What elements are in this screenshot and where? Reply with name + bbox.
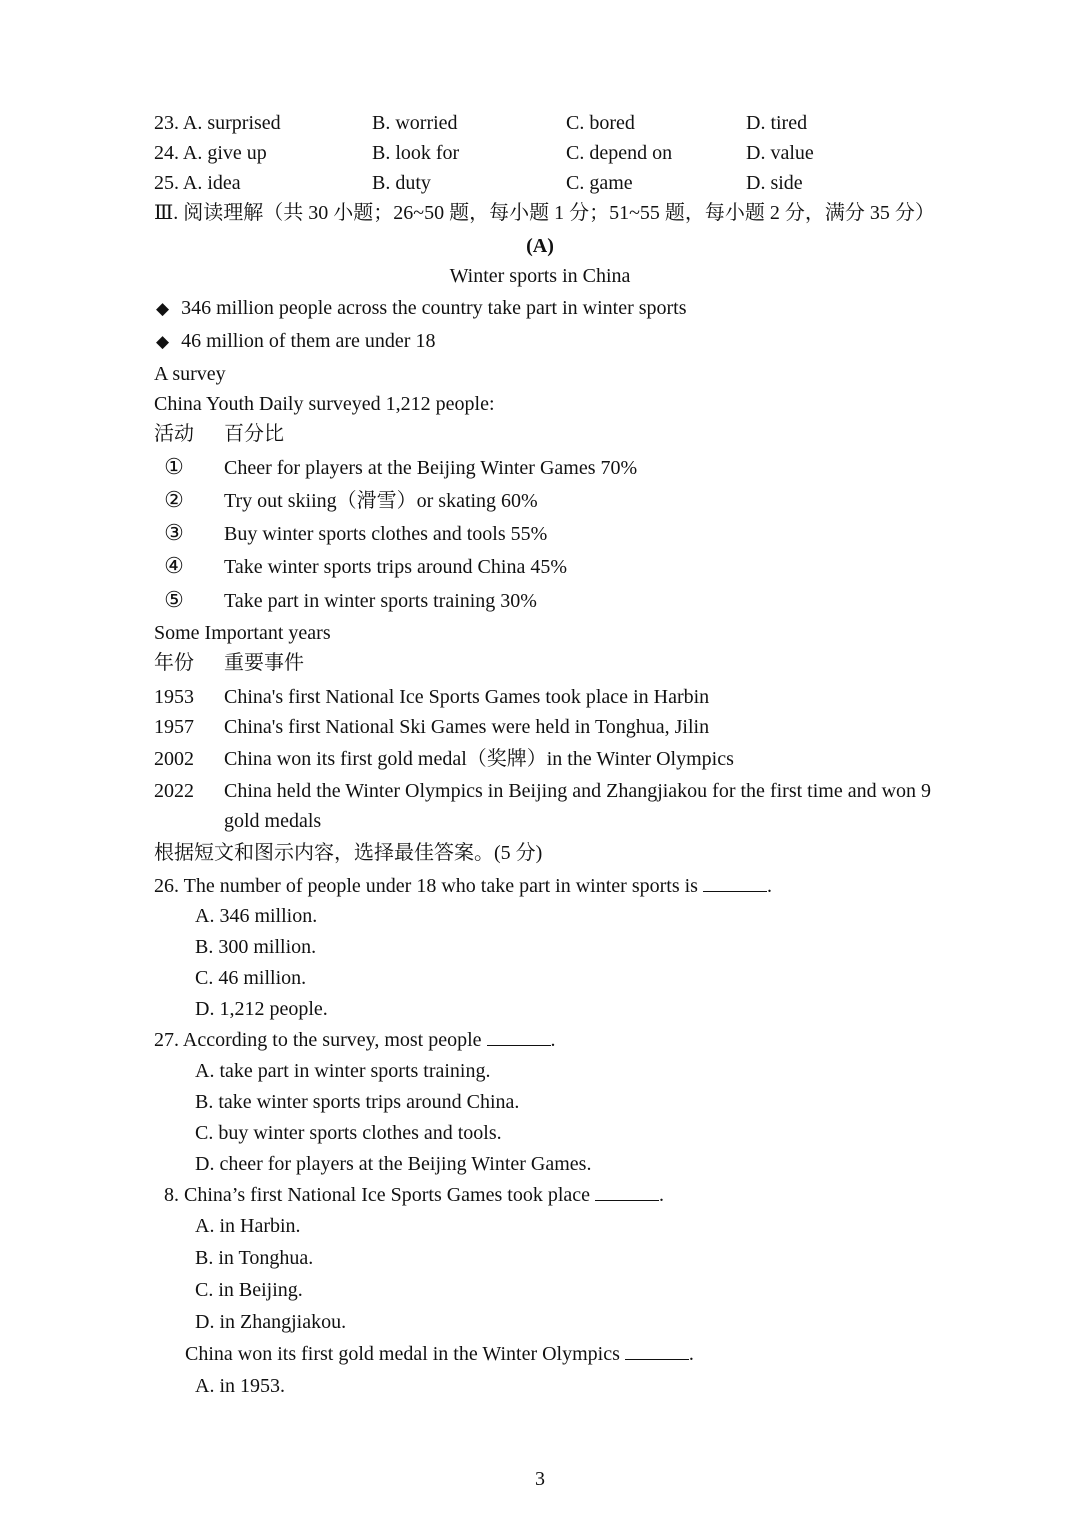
passage-title: Winter sports in China [449,265,631,287]
q25-d: D. side [746,172,803,194]
year-cell: 2002 [154,748,194,770]
survey-heading: A survey [154,363,226,385]
question-stem: 8. China’s first National Ice Sports Games took place [164,1184,596,1206]
passage-label: (A) [526,235,554,257]
survey-row-number: ④ [164,553,184,578]
bullet-item [156,295,687,322]
survey-row-text: Take part in winter sports training 30% [224,590,537,612]
year-cell: 2022 [154,780,194,802]
page-number: 3 [535,1468,545,1490]
survey-row-text: Buy winter sports clothes and tools 55% [224,523,548,545]
year-cell: 1957 [154,716,194,738]
question-stem: China won its first gold medal in the Winter Olympics [185,1343,625,1365]
answer-blank [487,1027,551,1046]
answer-blank [595,1182,659,1201]
survey-row-number: ⑤ [164,587,184,612]
question-28: 8. China’s first National Ice Sports Games took place . [164,1184,665,1206]
q24-c: C. depend on [566,142,673,164]
event-cell: China held the Winter Olympics in Beijing and Zhangjiakou for the first time and won 9 [224,780,932,802]
option: D. cheer for players at the Beijing Winter Games. [195,1153,592,1175]
option: C. buy winter sports clothes and tools. [195,1122,502,1144]
option: C. in Beijing. [195,1279,303,1301]
question-stem: 27. According to the survey, most people [154,1029,487,1051]
option: D. 1,212 people. [195,998,328,1020]
q24-d: D. value [746,142,814,164]
bullet-item [156,328,435,355]
section-heading: Ⅲ. 阅读理解（共 30 小题；26~50 题，每小题 1 分；51~55 题，每小题 2 分，满分 35 分） [154,202,935,224]
q23-b: B. worried [372,112,458,134]
answer-blank [625,1341,689,1360]
q25-b: B. duty [372,172,431,194]
bullet-text: 46 million of them are under 18 [181,330,436,352]
question-26: 26. The number of people under 18 who take part in winter sports is . [154,875,772,897]
event-cell: China's first National Ice Sports Games took place in Harbin [224,686,710,708]
event-cell: China's first National Ski Games were held in Tonghua, Jilin [224,716,710,738]
option: B. take winter sports trips around China. [195,1091,520,1113]
q23-d: D. tired [746,112,808,134]
option: C. 46 million. [195,967,307,989]
survey-row-text: Take winter sports trips around China 45% [224,556,567,578]
years-col-event: 重要事件 [224,652,304,674]
survey-col-activity: 活动 [154,423,194,445]
survey-row-text: Try out skiing（滑雪）or skating 60% [224,490,538,512]
question-29: China won its first gold medal in the Winter Olympics . [185,1343,694,1365]
survey-row-number: ① [164,454,184,479]
survey-intro: China Youth Daily surveyed 1,212 people: [154,393,495,415]
q25-a: 25. A. idea [154,172,241,194]
question-27: 27. According to the survey, most people . [154,1029,556,1051]
question-stem: 26. The number of people under 18 who take part in winter sports is [154,875,703,897]
q24-b: B. look for [372,142,460,164]
survey-row-number: ③ [164,520,184,545]
year-cell: 1953 [154,686,194,708]
survey-row-number: ② [164,487,184,512]
event-cell: China won its first gold medal（奖牌）in the Winter Olympics [224,748,734,770]
option: A. 346 million. [195,905,318,927]
q23-c: C. bored [566,112,635,134]
years-heading: Some Important years [154,622,331,644]
q25-c: C. game [566,172,633,194]
years-col-year: 年份 [154,652,194,674]
option: D. in Zhangjiakou. [195,1311,347,1333]
option: A. in Harbin. [195,1215,301,1237]
survey-col-percent: 百分比 [224,423,284,445]
option: A. in 1953. [195,1375,285,1397]
bullet-text: 346 million people across the country take part in winter sports [181,297,687,319]
q24-a: 24. A. give up [154,142,267,164]
q23-a: 23. A. surprised [154,112,281,134]
event-cell-continued: gold medals [224,810,322,832]
option: B. 300 million. [195,936,317,958]
option: A. take part in winter sports training. [195,1060,491,1082]
diamond-bullet-icon: ◆ [156,299,170,318]
instructions: 根据短文和图示内容，选择最佳答案。(5 分) [154,842,543,864]
diamond-bullet-icon: ◆ [156,332,170,351]
survey-row-text: Cheer for players at the Beijing Winter Games 70% [224,457,638,479]
answer-blank [703,873,767,892]
option: B. in Tonghua. [195,1247,314,1269]
